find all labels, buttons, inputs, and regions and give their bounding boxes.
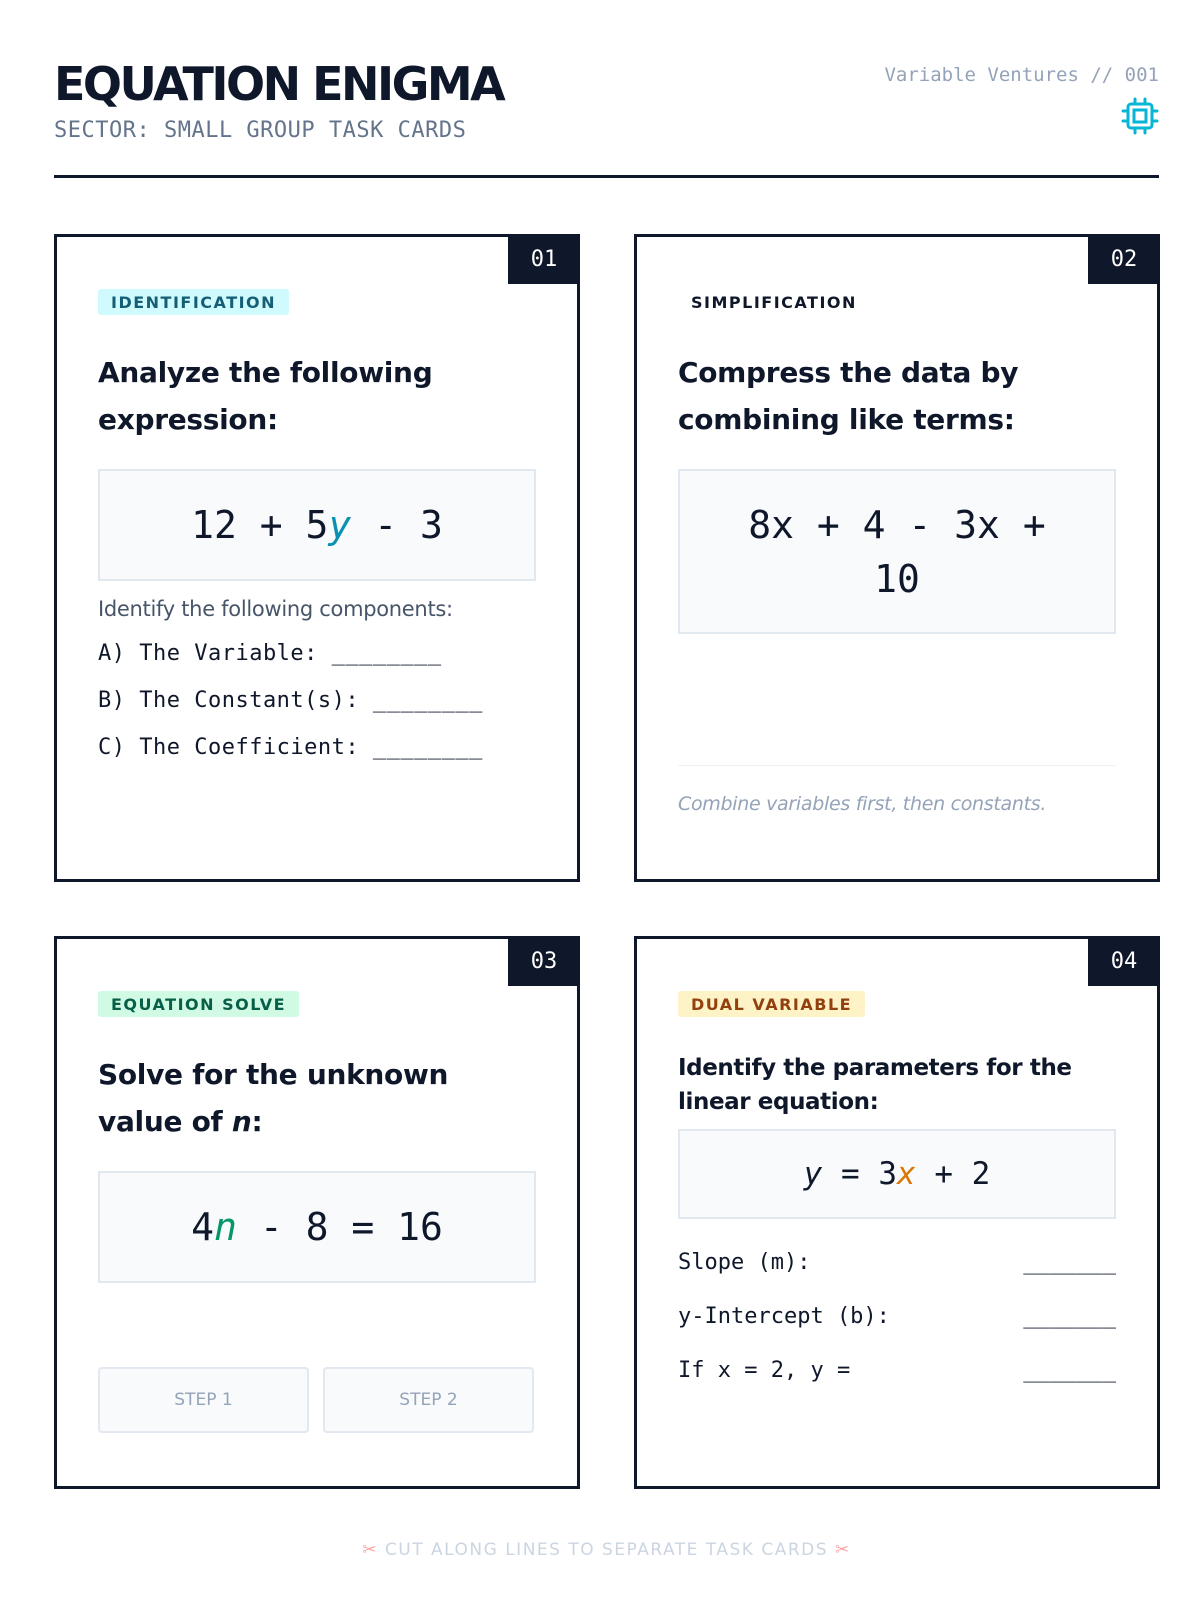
answer-blank[interactable]: _______: [1023, 1358, 1116, 1383]
page-title: EQUATION ENIGMA: [54, 57, 504, 111]
card-tag: SIMPLIFICATION: [691, 292, 857, 312]
card-prompt: Analyze the following expression:: [98, 356, 433, 436]
hint-divider: [678, 765, 1116, 766]
answer-line-coefficient: C) The Coefficient: ________: [98, 735, 483, 760]
instruction-text: Identify the following components:: [98, 597, 453, 621]
cut-instruction-text: CUT ALONG LINES TO SEPARATE TASK CARDS: [384, 1540, 829, 1560]
expression-part: + 2: [915, 1156, 991, 1192]
answer-line-constants: B) The Constant(s): ________: [98, 688, 483, 713]
expression-part: 12 + 5: [191, 503, 329, 547]
card-prompt: [98, 1051, 538, 1145]
worksheet-page: [54, 0, 1159, 1600]
card-tag: IDENTIFICATION: [98, 289, 289, 315]
prompt-variable: n: [231, 1105, 252, 1138]
task-card-equation-solve: [54, 936, 580, 1489]
task-card-dual-variable: [634, 936, 1160, 1489]
card-number: 02: [1088, 234, 1160, 284]
step-2-box[interactable]: STEP 2: [323, 1367, 534, 1433]
task-card-simplification: [634, 234, 1160, 882]
card-prompt: Identify the parameters for the linear equation:: [678, 1055, 1072, 1115]
cut-instruction: [54, 1540, 1159, 1560]
expression-box: [98, 469, 536, 581]
card-tag: EQUATION SOLVE: [98, 991, 299, 1017]
chip-icon: [1121, 97, 1159, 135]
expression-part: - 3: [351, 503, 443, 547]
hint-text: Combine variables first, then constants.: [678, 793, 1047, 815]
card-prompt: Compress the data by combining like terms:: [678, 356, 1019, 436]
expression-part: 4: [191, 1205, 215, 1249]
answer-blank[interactable]: _______: [1023, 1250, 1116, 1275]
param-label: If x = 2, y =: [678, 1358, 851, 1383]
expression-box: [98, 1171, 536, 1283]
scissors-icon: ✂: [362, 1540, 379, 1560]
expression-variable: y: [328, 503, 352, 547]
param-label: Slope (m):: [678, 1250, 811, 1275]
series-label: Variable Ventures // 001: [884, 64, 1159, 86]
header-divider: [54, 175, 1159, 178]
prompt-text: :: [251, 1105, 263, 1138]
expression-box: [678, 1129, 1116, 1219]
expression-box: 8x + 4 - 3x + 10: [678, 469, 1116, 634]
expression-part: = 3: [822, 1156, 897, 1192]
expression-variable-x: x: [897, 1156, 916, 1192]
card-number: 01: [508, 234, 580, 284]
expression-variable: n: [214, 1205, 237, 1249]
card-number: 04: [1088, 936, 1160, 986]
card-number: 03: [508, 936, 580, 986]
scissors-icon: ✂: [834, 1540, 851, 1560]
prompt-text: Solve for the unknown value of: [98, 1058, 449, 1138]
expression-part: - 8 = 16: [236, 1205, 443, 1249]
task-card-identification: [54, 234, 580, 882]
answer-blank[interactable]: _______: [1023, 1304, 1116, 1329]
param-label: y-Intercept (b):: [678, 1304, 890, 1329]
page-subtitle: SECTOR: SMALL GROUP TASK CARDS: [54, 118, 467, 143]
answer-line-variable: A) The Variable: ________: [98, 641, 442, 666]
expression-variable-y: y: [803, 1156, 823, 1192]
step-1-box[interactable]: STEP 1: [98, 1367, 309, 1433]
card-tag: DUAL VARIABLE: [678, 991, 865, 1017]
